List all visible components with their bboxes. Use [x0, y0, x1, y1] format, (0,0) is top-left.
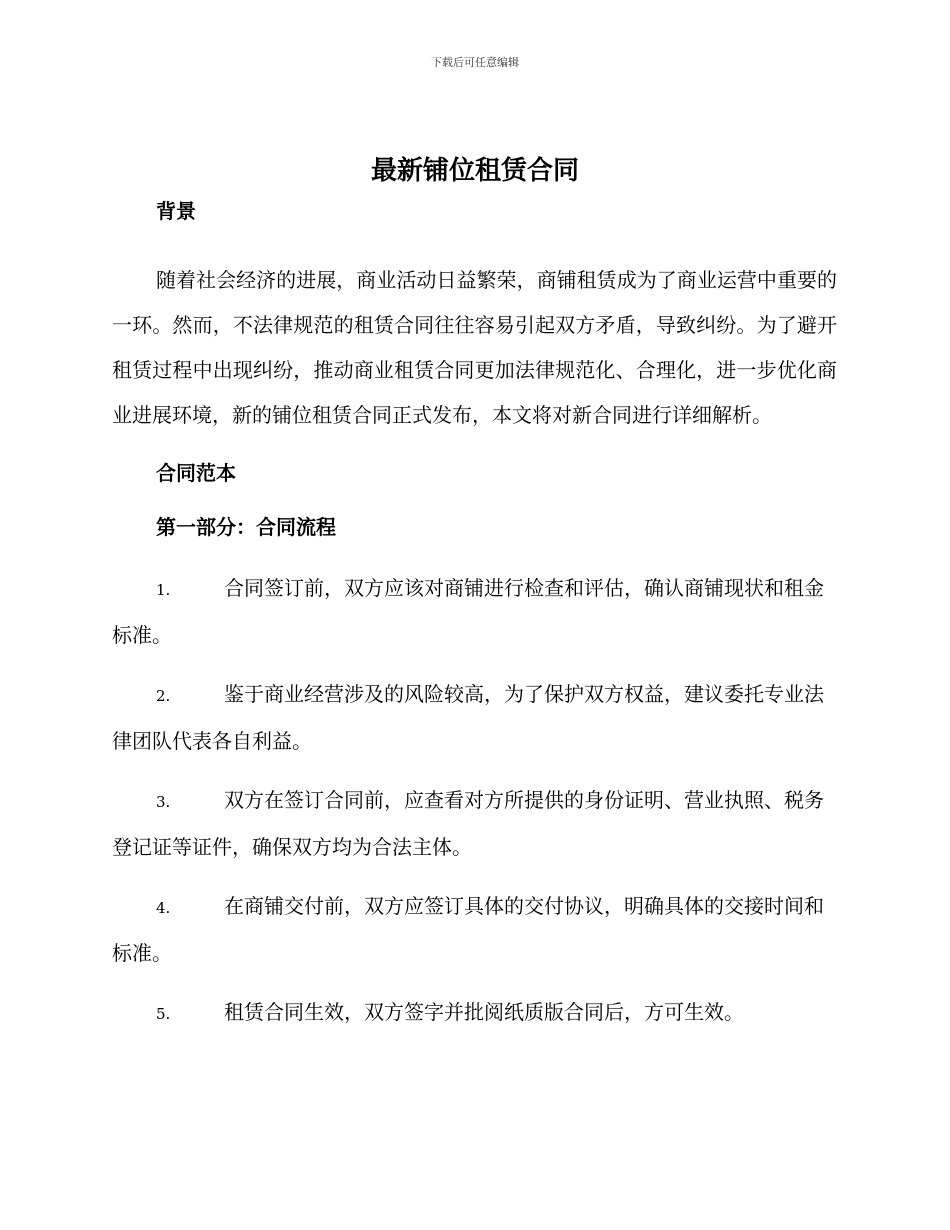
list-item-text: 在商铺交付前，双方应签订具体的交付协议，明确具体的交接时间和标准。: [112, 894, 824, 965]
list-item-text: 合同签订前，双方应该对商铺进行检查和评估，确认商铺现状和租金标准。: [112, 576, 824, 647]
list-item: [112, 566, 837, 658]
list-item-text: 鉴于商业经营涉及的风险较高，为了保护双方权益，建议委托专业法律团队代表各自利益。: [112, 682, 824, 753]
list-item: [112, 778, 837, 870]
list-item: [112, 990, 837, 1037]
part1-heading: 第一部分：合同流程: [156, 515, 336, 539]
list-item: [112, 884, 837, 976]
process-list: [112, 566, 837, 1037]
list-item-number: 4.: [156, 899, 171, 917]
background-paragraph: 随着社会经济的进展，商业活动日益繁荣，商铺租赁成为了商业运营中重要的一环。然而，不法律规范的租赁合同往往容易引起双方矛盾，导致纠纷。为了避开租赁过程中出现纠纷，推动商业租赁合同更加法律规范化、合理化，进一步优化商业进展环境，新的铺位租赁合同正式发布，本文将对新合同进行详细解析。: [112, 268, 837, 427]
background-heading: 背景: [156, 199, 196, 223]
document-title: 最新铺位租赁合同: [370, 156, 579, 186]
list-item-number: 3.: [156, 793, 171, 811]
list-item-number: 2.: [156, 687, 171, 705]
list-item-text: 双方在签订合同前，应查看对方所提供的身份证明、营业执照、税务登记证等证件，确保双方均为合法主体。: [112, 788, 824, 859]
list-item-text: 租赁合同生效，双方签字并批阅纸质版合同后，方可生效。: [224, 1000, 744, 1024]
page-header: 下载后可任意编辑: [431, 56, 519, 69]
sample-heading: 合同范本: [156, 461, 236, 485]
list-item-number: 5.: [156, 1005, 171, 1023]
document-body: [112, 196, 837, 1051]
list-item: [112, 672, 837, 764]
list-item-number: 1.: [156, 581, 171, 599]
